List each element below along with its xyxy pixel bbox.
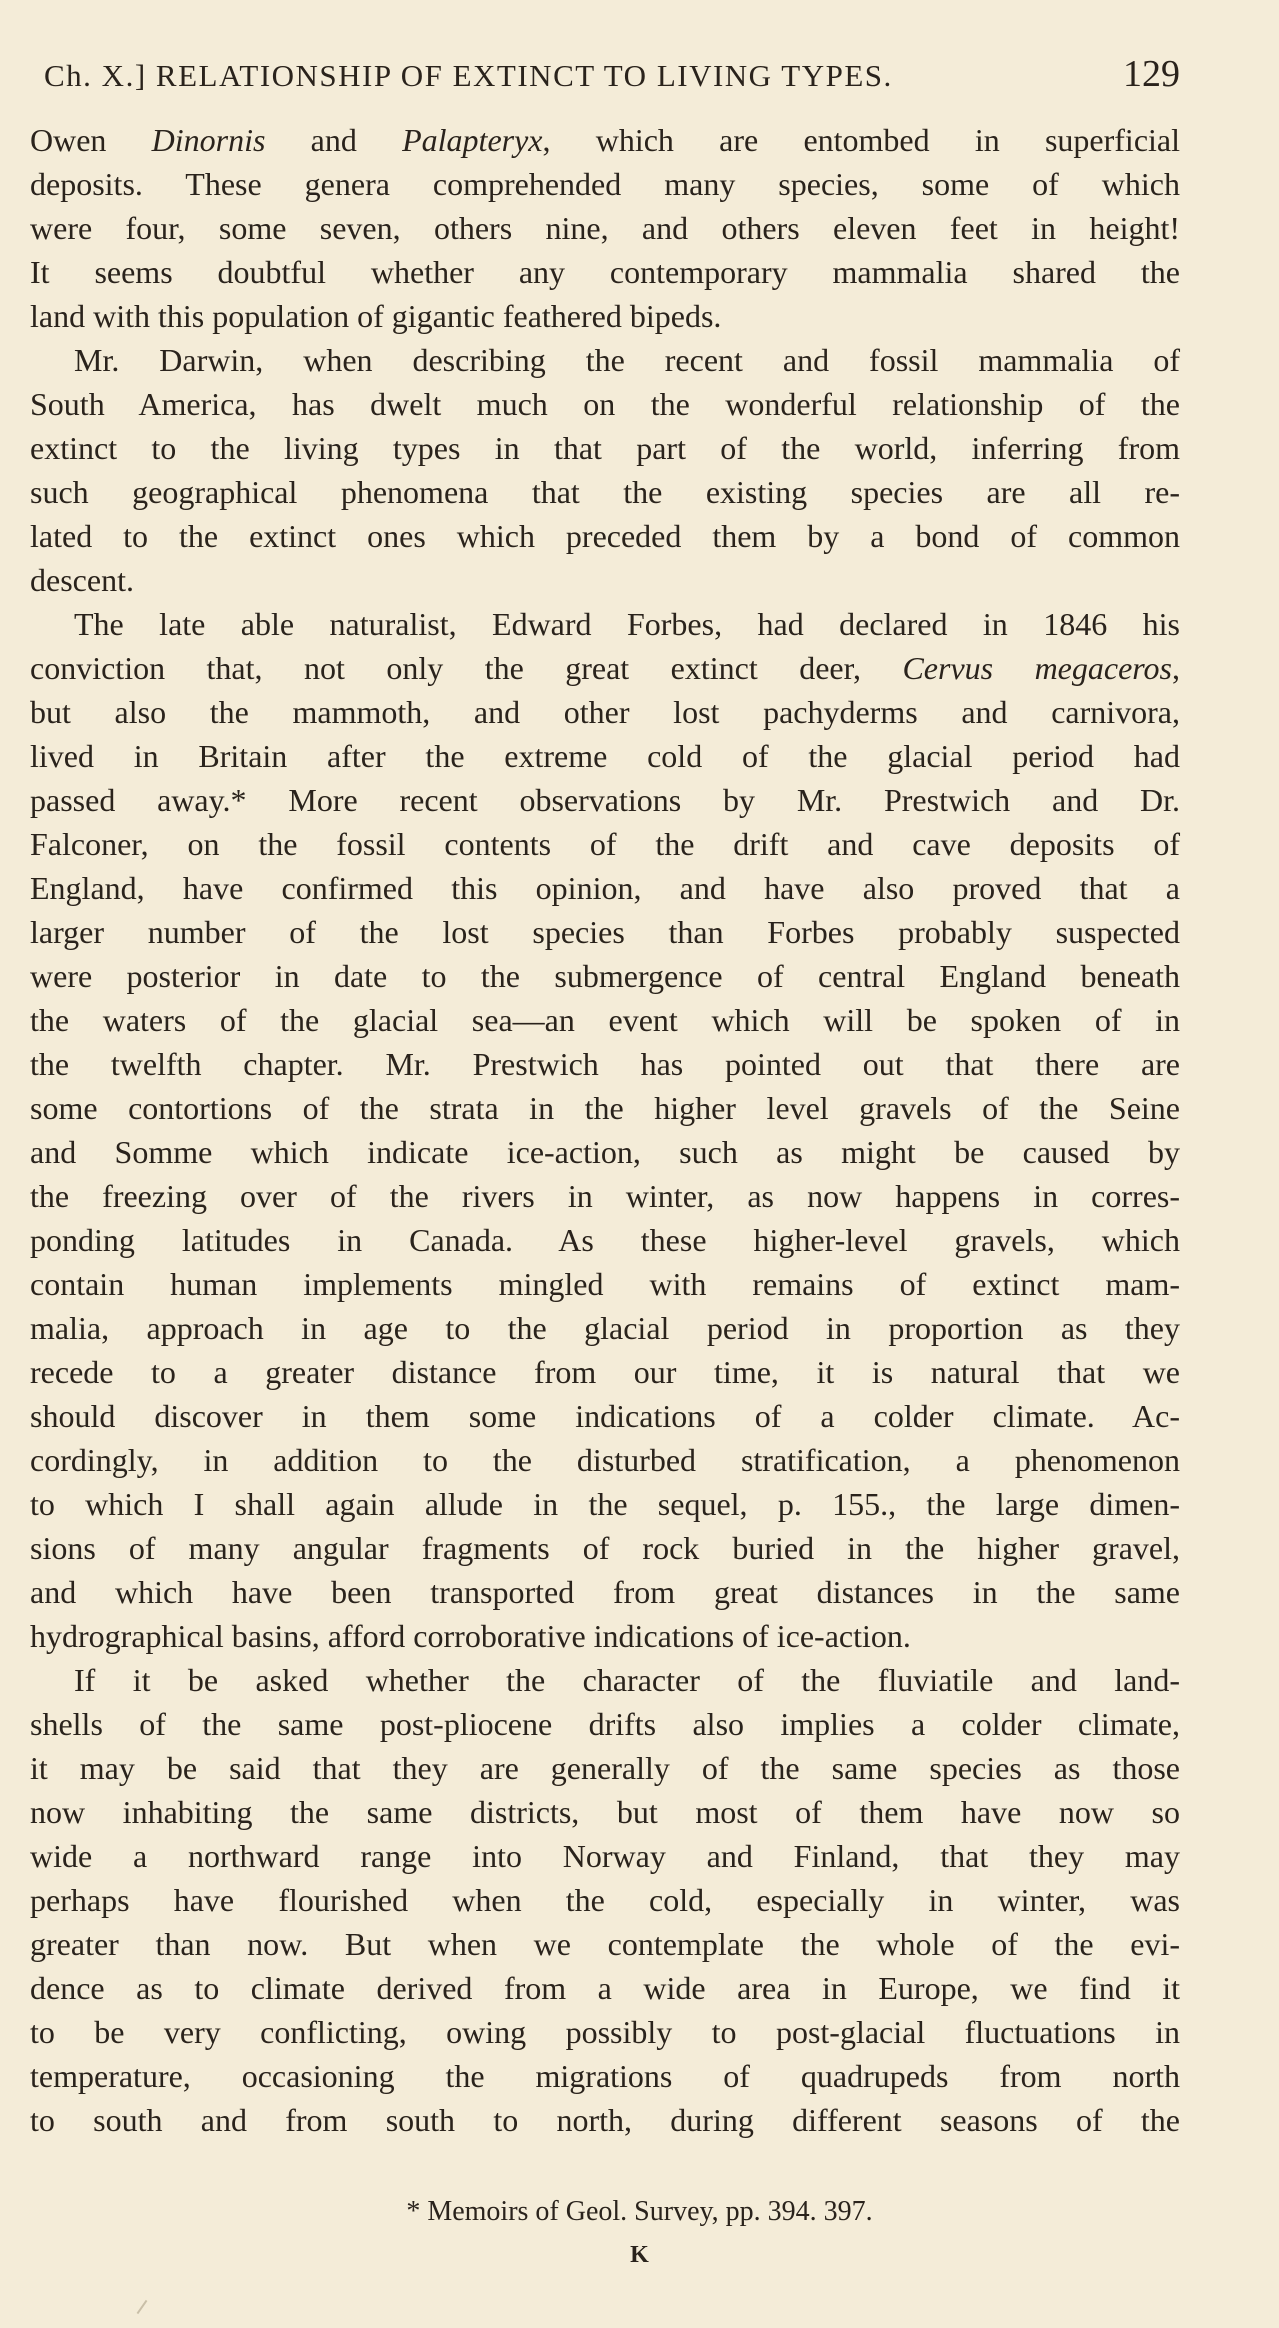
text-segment: to be very conflicting, owing possibly to post-glacial fluctuations in [30, 2014, 1180, 2050]
text-line [30, 1394, 1180, 1438]
text-line [30, 822, 1180, 866]
text-segment: such geographical phenomena that the existing species are all re- [30, 474, 1180, 510]
footnote: * Memoirs of Geol. Survey, pp. 394. 397. [406, 2196, 873, 2227]
text-line [30, 514, 1180, 558]
text-line [30, 998, 1180, 1042]
text-line [30, 1658, 1180, 1702]
italic-term: Dinornis [151, 122, 266, 158]
text-segment: , which are entombed in superficial [542, 122, 1181, 158]
text-line [30, 1614, 1180, 1658]
text-line [30, 426, 1180, 470]
text-line [30, 1174, 1180, 1218]
text-line [30, 1306, 1180, 1350]
text-segment: descent. [30, 562, 134, 598]
text-segment: contain human implements mingled with remains of extinct mam- [30, 1266, 1180, 1302]
text-line [30, 1746, 1180, 1790]
text-line [30, 2010, 1180, 2054]
text-segment: , [1172, 650, 1181, 686]
text-segment: dence as to climate derived from a wide area in Europe, we find it [30, 1970, 1180, 2006]
pencil-mark [137, 2300, 148, 2314]
text-segment: South America, has dwelt much on the wonderful relationship of the [30, 386, 1180, 422]
text-segment: larger number of the lost species than Forbes probably suspected [30, 914, 1180, 950]
text-line [30, 1262, 1180, 1306]
text-segment: malia, approach in age to the glacial period in proportion as they [30, 1310, 1180, 1346]
text-segment: sions of many angular fragments of rock buried in the higher gravel, [30, 1530, 1180, 1566]
text-line [30, 1526, 1180, 1570]
text-line [30, 162, 1180, 206]
text-line [30, 2054, 1180, 2098]
text-segment: were four, some seven, others nine, and others eleven feet in height! [30, 210, 1180, 246]
text-line [30, 118, 1180, 162]
text-segment: but also the mammoth, and other lost pachyderms and carnivora, [30, 694, 1180, 730]
text-line [30, 1350, 1180, 1394]
text-line [30, 866, 1180, 910]
text-line [30, 558, 1180, 602]
text-line [30, 1834, 1180, 1878]
text-segment: deposits. These genera comprehended many species, some of which [30, 166, 1180, 202]
text-segment: it may be said that they are generally of the same species as those [30, 1750, 1180, 1786]
text-segment: to south and from south to north, during different seasons of the [30, 2102, 1180, 2138]
text-segment: ponding latitudes in Canada. As these higher-level gravels, which [30, 1222, 1180, 1258]
text-line [30, 954, 1180, 998]
italic-term: Palapteryx [402, 122, 543, 158]
text-segment: temperature, occasioning the migrations of quadrupeds from north [30, 2058, 1180, 2094]
text-line [30, 778, 1180, 822]
running-head-left [44, 58, 893, 94]
text-segment: and which have been transported from great distances in the same [30, 1574, 1180, 1610]
text-segment: and Somme which indicate ice-action, such as might be caused by [30, 1134, 1180, 1170]
signature-mark: K [630, 2242, 649, 2268]
text-segment: extinct to the living types in that part of the world, inferring from [30, 430, 1180, 466]
text-segment: shells of the same post-pliocene drifts also implies a colder climate, [30, 1706, 1180, 1742]
running-head [44, 52, 1180, 102]
text-line [30, 1482, 1180, 1526]
text-segment: hydrographical basins, afford corroborative indications of ice-action. [30, 1618, 911, 1654]
text-line [30, 1790, 1180, 1834]
text-line [30, 1570, 1180, 1614]
italic-term: Cervus megaceros [902, 650, 1173, 686]
text-segment: It seems doubtful whether any contemporary mammalia shared the [30, 254, 1180, 290]
text-segment: the waters of the glacial sea—an event which will be spoken of in [30, 1002, 1180, 1038]
chapter-reference: Ch. X.] [44, 58, 147, 93]
text-line [30, 1702, 1180, 1746]
text-segment: If it be asked whether the character of the fluviatile and land- [74, 1662, 1180, 1698]
text-line [30, 338, 1180, 382]
text-line [30, 1042, 1180, 1086]
text-segment: The late able naturalist, Edward Forbes, had declared in 1846 his [74, 606, 1180, 642]
text-line [30, 1130, 1180, 1174]
text-line [30, 250, 1180, 294]
text-line [30, 2098, 1180, 2142]
text-segment: and [265, 122, 403, 158]
text-segment: England, have confirmed this opinion, and have also proved that a [30, 870, 1180, 906]
text-segment: conviction that, not only the great extinct deer, [30, 650, 903, 686]
text-segment: Falconer, on the fossil contents of the drift and cave deposits of [30, 826, 1180, 862]
text-line [30, 1878, 1180, 1922]
text-line [30, 470, 1180, 514]
text-line [30, 646, 1180, 690]
text-segment: perhaps have flourished when the cold, especially in winter, was [30, 1882, 1180, 1918]
text-segment: to which I shall again allude in the sequel, p. 155., the large dimen- [30, 1486, 1180, 1522]
text-line [30, 1922, 1180, 1966]
text-segment: Mr. Darwin, when describing the recent and fossil mammalia of [74, 342, 1180, 378]
text-segment: land with this population of gigantic feathered bipeds. [30, 298, 722, 334]
text-segment: should discover in them some indications of a colder climate. Ac- [30, 1398, 1180, 1434]
text-line [30, 602, 1180, 646]
text-segment: cordingly, in addition to the disturbed stratification, a phenomenon [30, 1442, 1180, 1478]
text-line [30, 1086, 1180, 1130]
text-line [30, 690, 1180, 734]
text-segment: passed away.* More recent observations by Mr. Prestwich and Dr. [30, 782, 1180, 818]
text-line [30, 1218, 1180, 1262]
text-segment: the freezing over of the rivers in winter, as now happens in corres- [30, 1178, 1180, 1214]
text-segment: lived in Britain after the extreme cold of the glacial period had [30, 738, 1180, 774]
text-segment: greater than now. But when we contemplate the whole of the evi- [30, 1926, 1180, 1962]
body-text [30, 118, 1180, 2142]
text-segment: wide a northward range into Norway and Finland, that they may [30, 1838, 1180, 1874]
text-line [30, 1966, 1180, 2010]
text-line [30, 1438, 1180, 1482]
text-line [30, 734, 1180, 778]
text-line [30, 294, 1180, 338]
text-segment: lated to the extinct ones which preceded them by a bond of common [30, 518, 1180, 554]
text-segment: now inhabiting the same districts, but most of them have now so [30, 1794, 1180, 1830]
text-line [30, 910, 1180, 954]
page-number: 129 [1123, 53, 1180, 95]
text-line [30, 382, 1180, 426]
running-title: RELATIONSHIP OF EXTINCT TO LIVING TYPES. [155, 58, 893, 93]
text-segment: the twelfth chapter. Mr. Prestwich has pointed out that there are [30, 1046, 1180, 1082]
text-line [30, 206, 1180, 250]
text-segment: Owen [30, 122, 152, 158]
text-segment: some contortions of the strata in the higher level gravels of the Seine [30, 1090, 1180, 1126]
text-segment: were posterior in date to the submergence of central England beneath [30, 958, 1180, 994]
text-segment: recede to a greater distance from our time, it is natural that we [30, 1354, 1180, 1390]
